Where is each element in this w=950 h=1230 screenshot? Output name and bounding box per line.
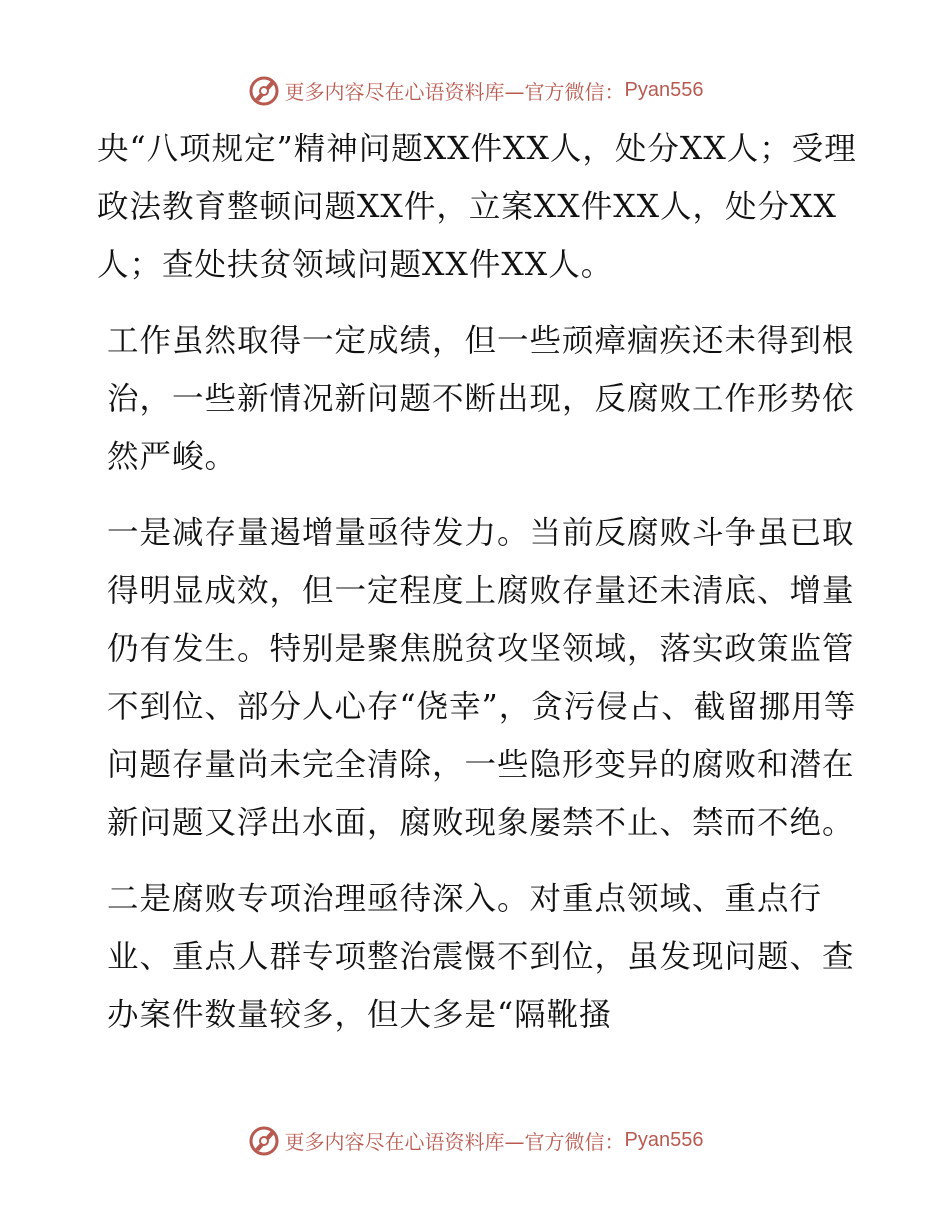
watermark-wechat-id: Pyan556 <box>624 78 704 101</box>
paragraph-point-two: 二是腐败专项治理亟待深入。对重点领域、重点行业、重点人群专项整治震慑不到位，虽发现问题、查办案件数量较多，但大多是“隔靴搔 <box>107 881 855 1033</box>
paragraph-statistics: 央“八项规定”精神问题XX件XX人，处分XX人；受理政法教育整顿问题XX件，立案XX件XX人，处分XX人；查处扶贫领域问题XX件XX人。 <box>97 131 857 283</box>
paragraph-situation: 工作虽然取得一定成绩，但一些顽瘴痼疾还未得到根治，一些新情况新问题不断出现，反腐败工作形势依然严峻。 <box>107 323 855 475</box>
watermark-wechat-id: Pyan556 <box>624 1128 704 1151</box>
paragraph-point-one: 一是减存量遏增量亟待发力。当前反腐败斗争虽已取得明显成效，但一定程度上腐败存量还未清底、增量仍有发生。特别是聚焦脱贫攻坚领域，落实政策监管不到位、部分人心存“侥幸”，贪污侵占、截留挪用等问题存量尚未完全清除，一些隐形变异的腐败和潜在新问题又浮出水面，腐败现象屡禁不止、禁而不绝。 <box>107 515 857 841</box>
watermark-text: 更多内容尽在心语资料库—官方微信： <box>284 79 625 104</box>
watermark-text: 更多内容尽在心语资料库—官方微信： <box>284 1129 625 1154</box>
quill-logo-icon <box>247 73 281 107</box>
header-watermark <box>0 70 950 110</box>
document-body <box>97 120 857 1062</box>
quill-logo-icon <box>247 1123 281 1157</box>
footer-watermark <box>0 1120 950 1160</box>
